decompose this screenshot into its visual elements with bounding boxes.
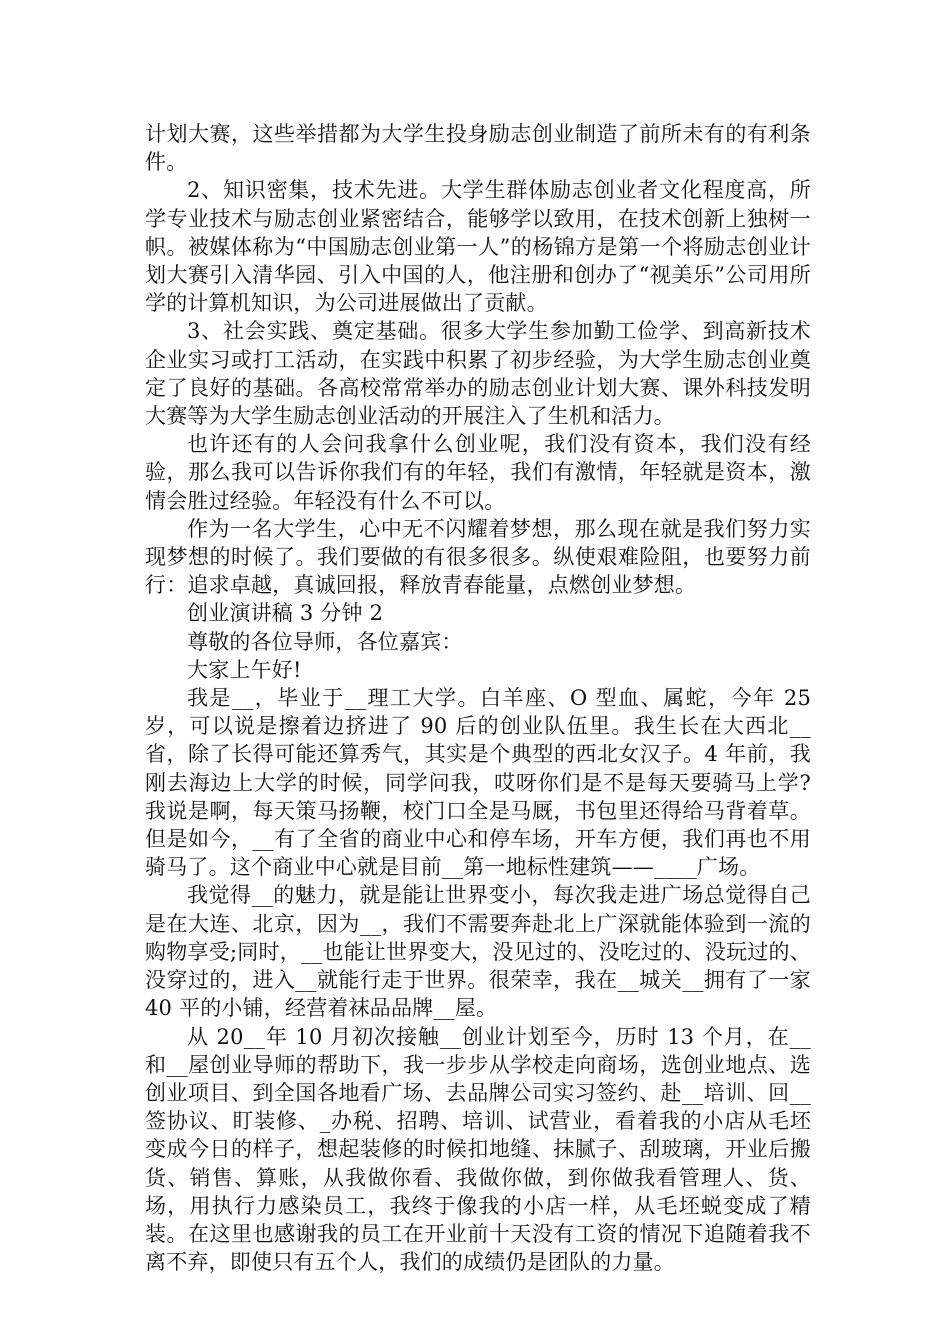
paragraph-2: 2、知识密集，技术先进。大学生群体励志创业者文化程度高，所学专业技术与励志创业紧密结合，能够学以致用，在技术创新上独树一帜。被媒体称为“中国励志创业第一人”的杨锦方是第一个将励志创业计划大赛引入清华园、引入中国的人，他注册和创办了“视美乐”公司用所学的计算机知识，为公司进展做出了贡献。 [145, 178, 811, 316]
paragraph-9: 我是__，毕业于__理工大学。白羊座、O 型血、属蛇，今年 25 岁，可以说是擦着边挤进了 90 后的创业队伍里。我生长在大西北__省，除了长得可能还算秀气，其实是个典型的西北女汉子。4 年前，我刚去海边上大学的时候，同学问我，哎呀你们是不是每天要骑马上学?我说是啊，每天策马扬鞭，校门口全是马厩，书包里还得给马背着草。但是如今，__有了全省的商业中心和停车场，开车方便，我们再也不用骑马了。这个商业中心就是目前__第一地标性建筑——____广场。 [145, 686, 811, 880]
paragraph-4: 也许还有的人会问我拿什么创业呢，我们没有资本，我们没有经验，那么我可以告诉你我们有的年轻，我们有激情，年轻就是资本，激情会胜过经验。年轻没有什么不可以。 [145, 432, 811, 513]
paragraph-11: 从 20__年 10 月初次接触__创业计划至今，历时 13 个月，在__和__屋创业导师的帮助下，我一步步从学校走向商场，选创业地点、选创业项目、到全国各地看广场、去品牌公司实习签约、赴__培训、回__签协议、盯装修、_办税、招聘、培训、试营业，看着我的小店从毛坯变成今日的样子，想起装修的时候扣地缝、抹腻子、刮玻璃，开业后搬货、销售、算账，从我做你看、我做你做，到你做我看管理人、货、场，用执行力感染员工，我终于像我的小店一样，从毛坯蜕变成了精装。在这里也感谢我的员工在开业前十天没有工资的情况下追随着我不离不弃，即使只有五个人，我们的成绩仍是团队的力量。 [145, 1024, 811, 1275]
paragraph-3: 3、社会实践、奠定基础。很多大学生参加勤工俭学、到高新技术企业实习或打工活动，在实践中积累了初步经验，为大学生励志创业奠定了良好的基础。各高校常常举办的励志创业计划大赛、课外科技发明大赛等为大学生励志创业活动的开展注入了生机和活力。 [145, 319, 811, 429]
greeting: 大家上午好! [187, 657, 302, 682]
salutation: 尊敬的各位导师，各位嘉宾： [187, 629, 463, 654]
paragraph-10: 我觉得__的魅力，就是能让世界变小，每次我走进广场总觉得自己是在大连、北京，因为__，我们不需要奔赴北上广深就能体验到一流的购物享受;同时，__也能让世界变大，没见过的、没吃过的、没玩过的、没穿过的，进入__就能行走于世界。很荣幸，我在__城关__拥有了一家 40 平的小铺，经营着袜品品牌__屋。 [145, 883, 811, 1021]
paragraph-1: 计划大赛，这些举措都为大学生投身励志创业制造了前所未有的有利条件。 [145, 122, 811, 175]
document-page [145, 120, 811, 1276]
section-title: 创业演讲稿 3 分钟 2 [187, 601, 384, 626]
paragraph-5: 作为一名大学生，心中无不闪耀着梦想，那么现在就是我们努力实现梦想的时候了。我们要做的有很多很多。纵使艰难险阻，也要努力前行：追求卓越，真诚回报，释放青春能量，点燃创业梦想。 [145, 516, 811, 598]
